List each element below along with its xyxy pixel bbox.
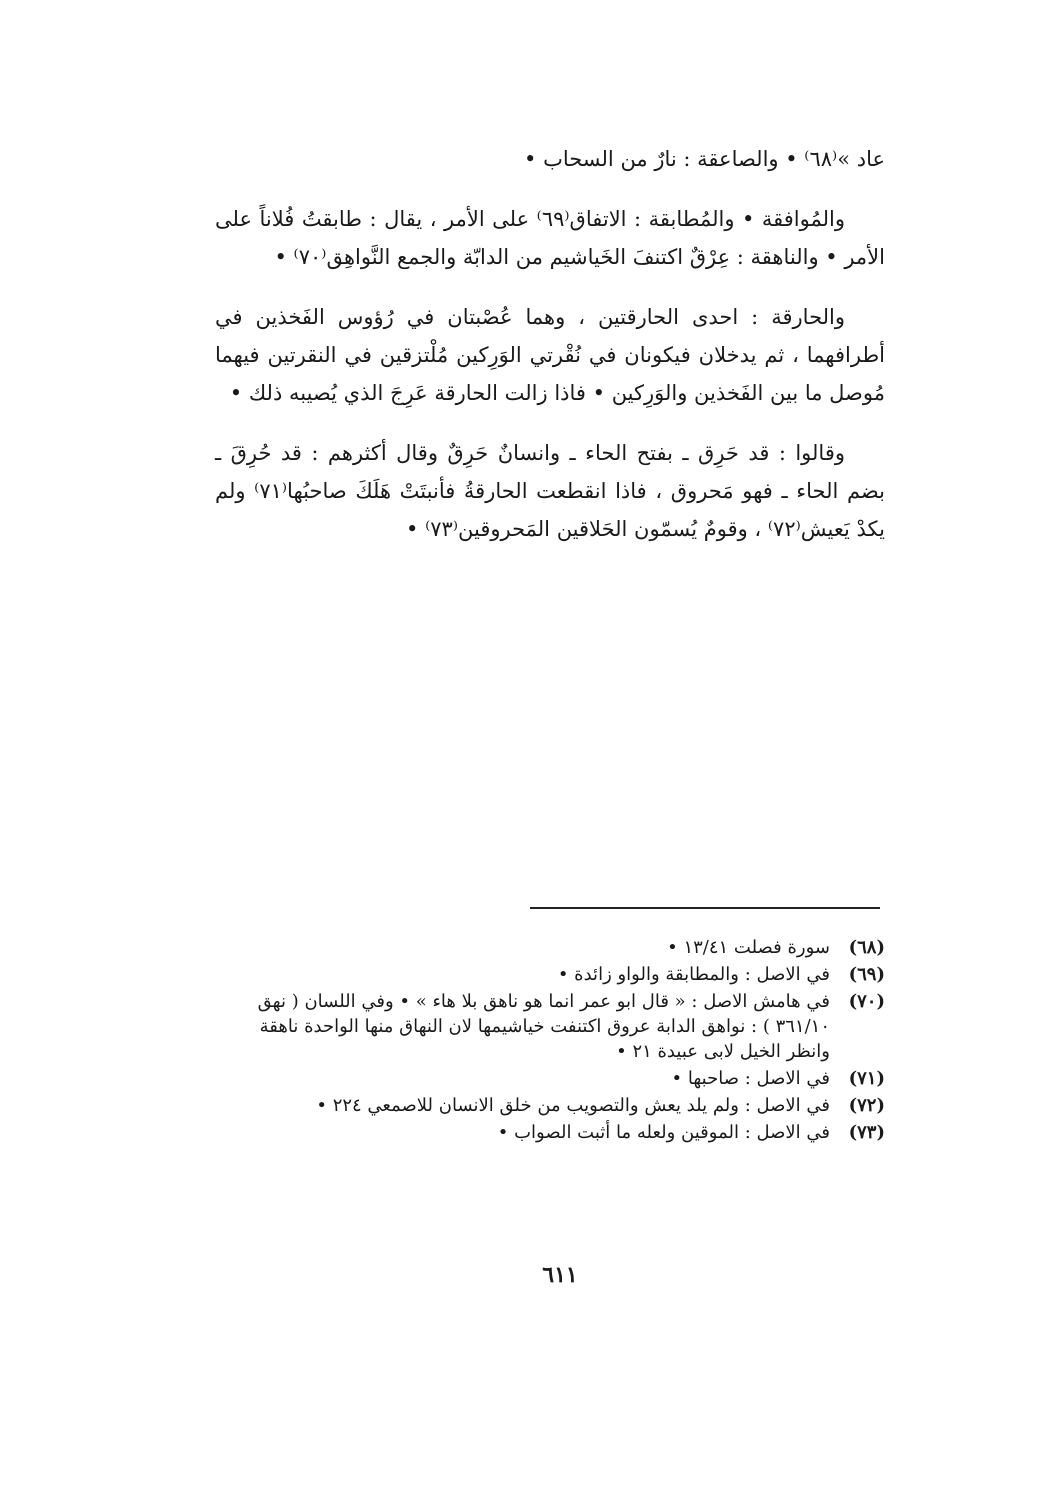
footnote-text: سورة فصلت ١٣/٤١ • (667, 937, 830, 958)
footnote-number: (٧٣) (848, 1122, 885, 1143)
paragraph-4: وقالوا : قد حَرِق ـ بفتح الحاء ـ وانسانٌ حَرِقٌ وقال أكثرهم : قد حُرِقَ ـ بضم الحاء ـ فهو مَحروق ، فاذا انقطعت الحارقةُ فأنبتَتْ هَلَكَ صاحبُها⁽٧١⁾ ولم يكدْ يَعيش⁽٧٢⁾ ، وقومٌ يُسمّون الحَلاقين المَحروقين⁽٧٣⁾ • (215, 441, 885, 541)
footnote-number: (٧٢) (848, 1095, 885, 1116)
footnote-number: (٧١) (848, 1068, 885, 1089)
page-number: ٦١١ (542, 1262, 578, 1288)
footnote-73 (225, 1120, 885, 1145)
main-text-body (215, 140, 885, 570)
paragraph-3: والحارقة : احدى الحارقتين ، وهما عُصْبتان في رُؤوس الفَخذين في أطرافهما ، ثم يدخلان فيكونان في نُقْرتي الوَرِكين مُلْتزقين في النقرتين فيهما مُوصل ما بين الفَخذين والوَرِكين • فاذا زالت الحارقة عَرِجَ الذي يُصيبه ذلك • (215, 305, 885, 405)
paragraph-2: والمُوافقة • والمُطابقة : الاتفاق⁽٦٩⁾ على الأمر ، يقال : طابقتُ فُلاناً على الأمر • والناهقة : عِرْقٌ اكتنفَ الخَياشيم من الدابّة والجمع النَّواهِق⁽٧٠⁾ • (215, 207, 885, 269)
footnote-text: في هامش الاصل : « قال ابو عمر انما هو ناهق بلا هاء » • وفي اللسان ( نهق ٣٦١/١٠ ) : نواهق الدابة عروق اكتنفت خياشيمها لان النهاق منها الواحدة ناهقة وانظر الخيل لابى عبيدة ٢١ • (257, 991, 830, 1062)
footnote-text: في الاصل : ولم يلد يعش والتصويب من خلق الانسان للاصمعي ٢٢٤ • (316, 1095, 830, 1116)
footnote-68 (225, 935, 885, 960)
footnote-text: في الاصل : الموقين ولعله ما أثبت الصواب • (497, 1122, 830, 1143)
footnote-number: (٧٠) (848, 991, 885, 1012)
footnote-70 (225, 989, 885, 1064)
footnote-71 (225, 1066, 885, 1091)
footnote-number: (٦٨) (848, 937, 885, 958)
footnote-69 (225, 962, 885, 987)
footnote-text: في الاصل : صاحبها • (671, 1068, 830, 1089)
footnote-separator-rule (530, 907, 880, 909)
footnotes-section (225, 935, 885, 1147)
footnote-text: في الاصل : والمطابقة والواو زائدة • (557, 964, 830, 985)
footnote-72 (225, 1093, 885, 1118)
footnote-number: (٦٩) (848, 964, 885, 985)
paragraph-1: عاد »⁽٦٨⁾ • والصاعقة : نارٌ من السحاب • (524, 147, 885, 171)
